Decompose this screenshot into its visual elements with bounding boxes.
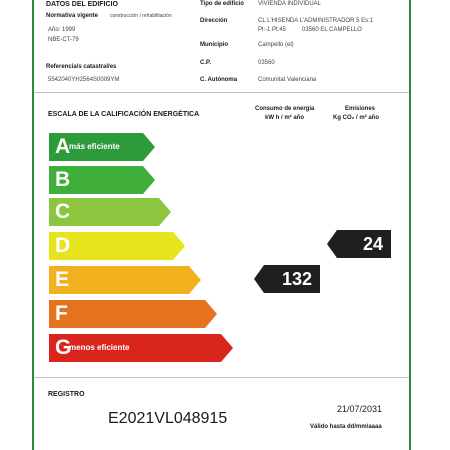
consumo-header-line1: Consumo de energía bbox=[255, 106, 315, 112]
rating-bar-g bbox=[49, 334, 233, 362]
rating-bar-c bbox=[49, 198, 171, 226]
cp-label: C.P. bbox=[200, 60, 211, 66]
direccion-label: Dirección bbox=[200, 18, 228, 24]
direccion-line1: CL L'HISENDA L'ADMINISTRADOR 5 Es:1 bbox=[258, 18, 374, 24]
norm-code: NBE-CT-79 bbox=[48, 37, 79, 43]
rating-bar-shape bbox=[49, 266, 201, 294]
rating-letter: D bbox=[55, 234, 71, 257]
rating-letter: A bbox=[55, 135, 71, 158]
municipio-value: Campello (el) bbox=[258, 42, 294, 48]
tipo-label: Tipo de edificio bbox=[200, 1, 244, 7]
rating-bar-d bbox=[49, 232, 185, 260]
emisiones-header-line2: Kg CO₂ / m² año bbox=[333, 115, 379, 121]
rating-letter: G bbox=[55, 336, 72, 359]
normativa-value: construcción / rehabilitación bbox=[110, 13, 172, 19]
valid-date: 21/07/2031 bbox=[337, 404, 383, 414]
normativa-label: Normativa vigente bbox=[46, 13, 99, 19]
rating-letter: F bbox=[55, 302, 68, 325]
rating-bar-a bbox=[49, 133, 155, 161]
emisiones-rating-badge bbox=[327, 230, 391, 258]
rating-sublabel: más eficiente bbox=[69, 142, 120, 151]
catastral-label: Referencia/s catastral/es bbox=[46, 64, 117, 70]
municipio-label: Municipio bbox=[200, 42, 228, 48]
consumo-header-line2: kW h / m² año bbox=[265, 115, 304, 121]
autonoma-value: Comunitat Valenciana bbox=[258, 77, 317, 83]
autonoma-label: C. Autónoma bbox=[200, 77, 238, 83]
direccion-line3: 03560 EL CAMPELLO bbox=[302, 27, 362, 33]
scale-title: ESCALA DE LA CALIFICACIÓN ENERGÉTICA bbox=[48, 111, 200, 118]
rating-bar-shape bbox=[49, 300, 217, 328]
scale-separator bbox=[34, 377, 409, 378]
emisiones-value: 24 bbox=[362, 234, 383, 254]
direccion-line2: Pl:-1 Pt:45 bbox=[258, 27, 287, 33]
tipo-value: VIVIENDA INDIVIDUAL bbox=[258, 1, 322, 7]
rating-letter: C bbox=[55, 200, 71, 223]
registro-number: E2021VL048915 bbox=[108, 410, 228, 427]
header-separator bbox=[34, 92, 409, 93]
rating-letter: B bbox=[55, 168, 71, 191]
cp-value: 03560 bbox=[258, 60, 275, 66]
building-data-title: DATOS DEL EDIFICIO bbox=[46, 1, 118, 8]
left-border bbox=[32, 0, 34, 450]
rating-sublabel: menos eficiente bbox=[69, 343, 130, 352]
rating-bar-f bbox=[49, 300, 217, 328]
rating-bar-b bbox=[49, 166, 155, 194]
valid-label: Válido hasta dd/mm/aaaa bbox=[310, 424, 382, 430]
right-border bbox=[409, 0, 411, 450]
registro-label: REGISTRO bbox=[48, 391, 85, 398]
consumo-value: 132 bbox=[281, 269, 312, 289]
consumo-rating-badge bbox=[254, 265, 320, 293]
catastral-value: 5542040YH2564S0009YM bbox=[48, 77, 120, 83]
rating-bar-e bbox=[49, 266, 201, 294]
rating-letter: E bbox=[55, 268, 70, 291]
emisiones-header-line1: Emisiones bbox=[345, 106, 376, 112]
year-text: Año: 1999 bbox=[48, 27, 76, 33]
